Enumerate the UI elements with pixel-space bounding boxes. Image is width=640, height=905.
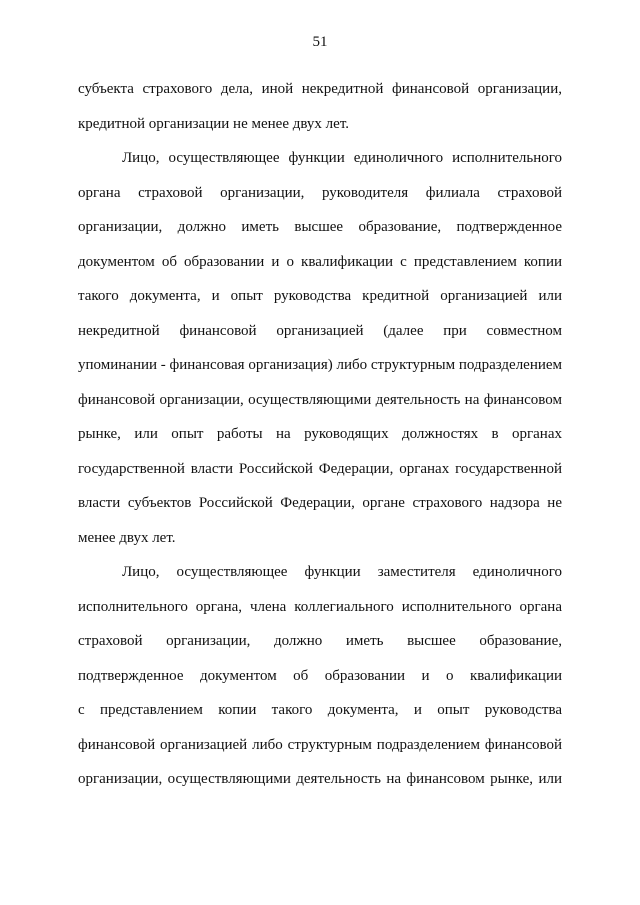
- text-line: финансовой организацией либо структурным подразделением финансовой: [78, 736, 562, 753]
- text-line: Лицо, осуществляющее функции единоличного исполнительного: [122, 150, 562, 166]
- text-line: государственной власти Российской Федерации, органах государственной: [78, 460, 562, 477]
- paragraph-3: [78, 555, 562, 797]
- text-line: менее двух лет.: [78, 529, 176, 546]
- page-number: 51: [312, 34, 328, 50]
- text-line: с представлением копии такого документа, и опыт руководства: [78, 702, 562, 718]
- text-line: организации, должно иметь высшее образование, подтвержденное: [78, 219, 562, 235]
- text-line: организации, осуществляющими деятельность на финансовом рынке, или: [78, 771, 562, 787]
- document-body: [78, 72, 562, 797]
- text-line: рынке, или опыт работы на руководящих должностях в органах: [78, 426, 562, 442]
- text-line: власти субъектов Российской Федерации, органе страхового надзора не: [78, 495, 562, 511]
- text-line: финансовой организации, осуществляющими деятельность на финансовом: [78, 391, 562, 408]
- text-line: страховой организации, должно иметь высшее образование,: [78, 633, 562, 649]
- text-line: упоминании - финансовая организация) либо структурным подразделением: [78, 357, 563, 373]
- text-line: Лицо, осуществляющее функции заместителя единоличного: [122, 564, 562, 580]
- text-line: подтвержденное документом об образовании и о квалификации: [78, 667, 562, 684]
- paragraph-2: [78, 141, 562, 555]
- text-line: документом об образовании и о квалификации с представлением копии: [78, 253, 562, 270]
- text-line: некредитной финансовой организацией (далее при совместном: [78, 322, 562, 339]
- text-line: такого документа, и опыт руководства кредитной организацией или: [78, 288, 562, 304]
- text-line: субъекта страхового дела, иной некредитной финансовой организации,: [78, 81, 562, 97]
- text-line: органа страховой организации, руководителя филиала страховой: [78, 184, 562, 201]
- text-line: исполнительного органа, члена коллегиального исполнительного органа: [78, 598, 562, 615]
- text-line: кредитной организации не менее двух лет.: [78, 115, 349, 132]
- paragraph-1: [78, 72, 562, 141]
